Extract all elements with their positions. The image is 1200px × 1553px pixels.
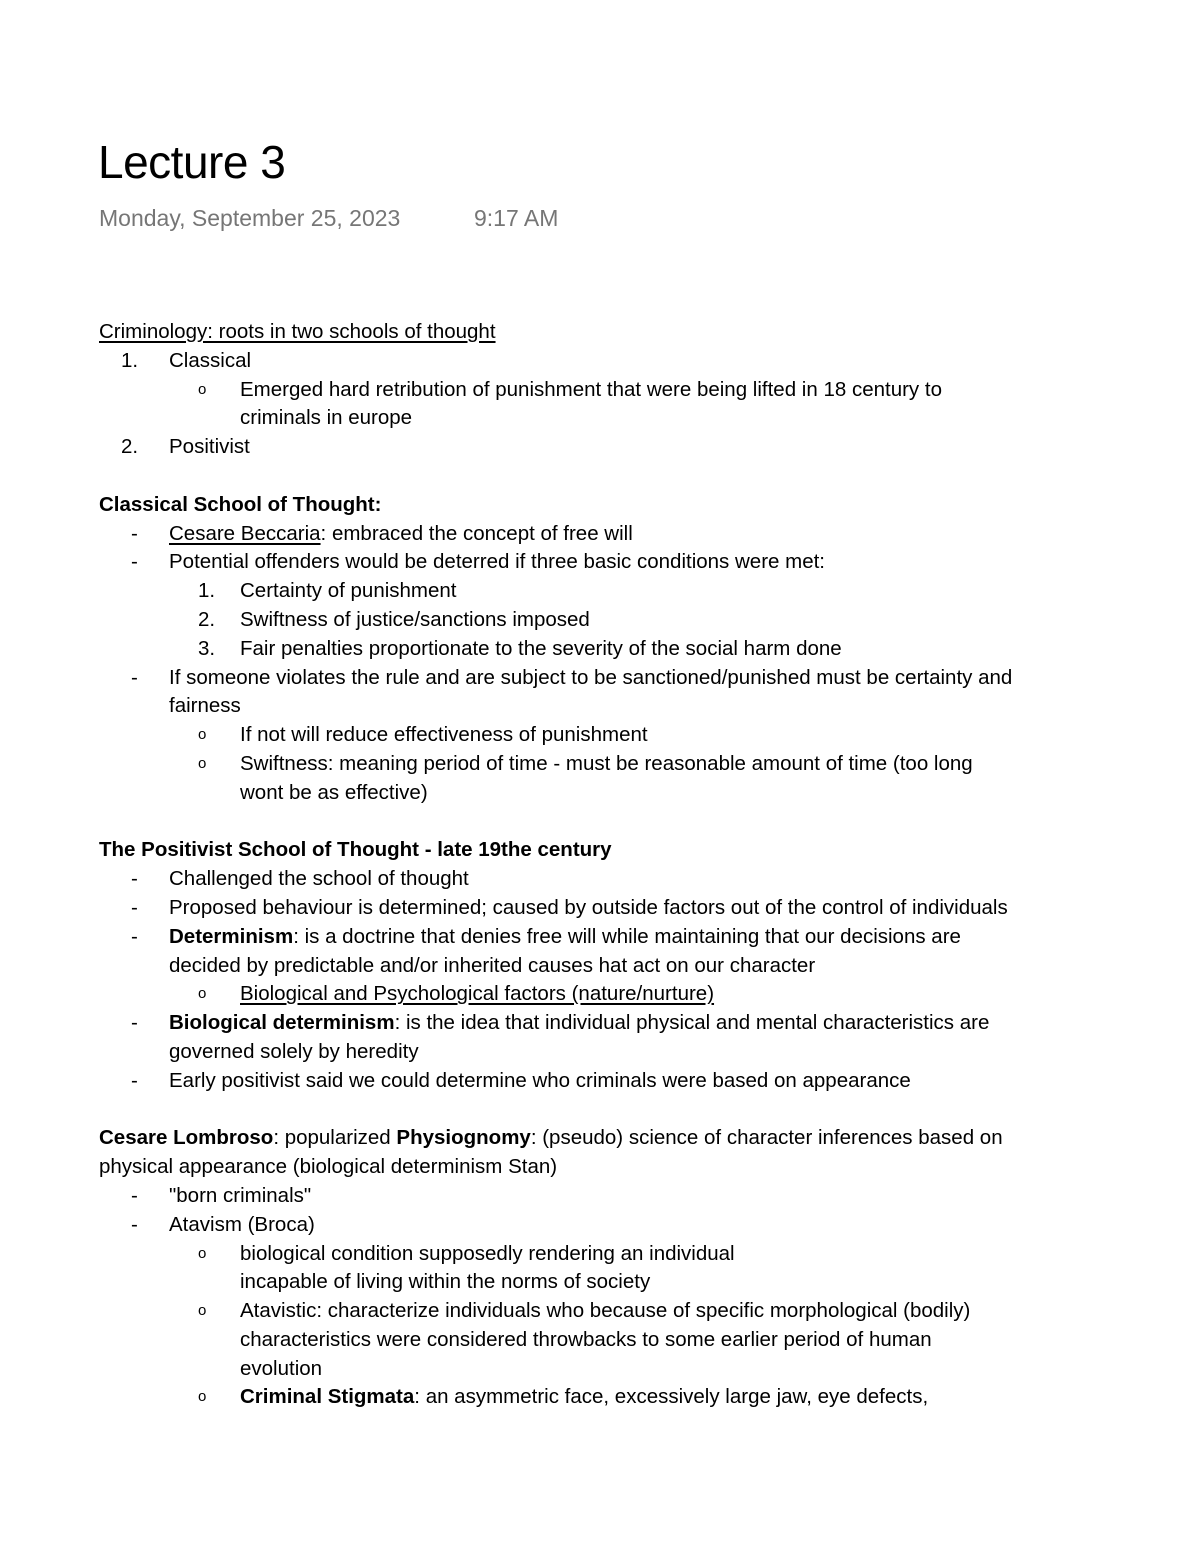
circle-bullet-icon: o bbox=[198, 1244, 207, 1262]
dash-bullet-icon: - bbox=[131, 867, 138, 891]
list-number: 3. bbox=[198, 636, 216, 660]
circle-bullet-icon: o bbox=[198, 380, 207, 398]
term-criminal-stigmata: Criminal Stigmata bbox=[240, 1385, 415, 1409]
list-number: 1. bbox=[121, 348, 139, 372]
list-item: - Biological determinism: is the idea that individual physical and mental characteristics are governed solely by heredity bbox=[131, 1011, 990, 1063]
list-item: 2. Swiftness of justice/sanctions imposed bbox=[99, 606, 1019, 635]
circle-bullet-icon: o bbox=[198, 985, 207, 1003]
list-number: 1. bbox=[198, 579, 216, 603]
list-item: - Cesare Beccaria: embraced the concept of free will bbox=[99, 520, 1019, 549]
dash-bullet-icon: - bbox=[131, 1183, 138, 1207]
dash-bullet-icon: - bbox=[131, 521, 138, 545]
dash-bullet-icon: - bbox=[131, 924, 138, 948]
list-item: o Swiftness: meaning period of time - must be reasonable amount of time (too long wont be as effective) bbox=[198, 751, 973, 804]
circle-bullet-icon: o bbox=[198, 754, 207, 772]
dash-bullet-icon: - bbox=[131, 1068, 138, 1092]
circle-bullet-icon: o bbox=[198, 726, 207, 744]
list-item: - Atavism (Broca) bbox=[99, 1211, 1019, 1240]
page-title: Lecture 3 bbox=[98, 136, 286, 188]
section-heading-criminology: Criminology: roots in two schools of thought bbox=[99, 320, 496, 343]
list-item: 3. Fair penalties proportionate to the severity of the social harm done bbox=[99, 635, 1019, 664]
list-item: - If someone violates the rule and are subject to be sanctioned/punished must be certainty and fairness bbox=[131, 665, 1013, 718]
list-item: 1. Classical bbox=[99, 347, 1019, 376]
dash-bullet-icon: - bbox=[131, 895, 138, 919]
paragraph-lombroso: Cesare Lombroso: popularized Physiognomy: (pseudo) science of character inferences based on physical appearance (biological determinism Stan) bbox=[99, 1126, 1003, 1179]
list-number: 2. bbox=[121, 435, 139, 459]
list-item: o biological condition supposedly rendering an individual incapable of living within the norms of society bbox=[198, 1241, 735, 1294]
section-heading-classical: Classical School of Thought: bbox=[99, 492, 382, 516]
list-item: 2. Positivist bbox=[99, 433, 1019, 462]
list-item: - Proposed behaviour is determined; caused by outside factors out of the control of individuals bbox=[99, 894, 1019, 923]
list-item: 1. Certainty of punishment bbox=[99, 577, 1019, 606]
list-item: - Early positivist said we could determine who criminals were based on appearance bbox=[99, 1067, 1019, 1096]
dash-bullet-icon: - bbox=[131, 1011, 138, 1035]
list-number: 2. bbox=[198, 607, 216, 631]
dash-bullet-icon: - bbox=[131, 665, 138, 689]
list-item: o Emerged hard retribution of punishment that were being lifted in 18 century to criminals in europe bbox=[198, 377, 942, 430]
term-determinism: Determinism bbox=[169, 924, 294, 948]
note-date: Monday, September 25, 2023 bbox=[99, 205, 401, 231]
dash-bullet-icon: - bbox=[131, 1212, 138, 1236]
list-item: - "born criminals" bbox=[99, 1182, 1019, 1211]
note-body bbox=[99, 318, 1019, 1412]
list-item: o Criminal Stigmata: an asymmetric face, excessively large jaw, eye defects, bbox=[99, 1383, 1019, 1412]
section-heading-positivist: The Positivist School of Thought - late 19the century bbox=[99, 838, 612, 862]
term-beccaria: Cesare Beccaria bbox=[169, 521, 321, 545]
term-biological-determinism: Biological determinism bbox=[169, 1011, 395, 1035]
list-item: o If not will reduce effectiveness of punishment bbox=[99, 721, 1019, 750]
list-item: - Potential offenders would be deterred if three basic conditions were met: bbox=[99, 548, 1019, 577]
list-item: - Determinism: is a doctrine that denies free will while maintaining that our decisions are decided by predictable and/or inherited causes hat act on our character bbox=[131, 924, 961, 977]
note-timestamp bbox=[99, 202, 559, 234]
list-item: o Biological and Psychological factors (nature/nurture) bbox=[99, 980, 1019, 1009]
list-item: - Challenged the school of thought bbox=[99, 865, 1019, 894]
list-item: o Atavistic: characterize individuals who because of specific morphological (bodily) characteristics were considered throwbacks to some earlier period of human evolution bbox=[198, 1299, 971, 1380]
circle-bullet-icon: o bbox=[198, 1388, 207, 1406]
circle-bullet-icon: o bbox=[198, 1302, 207, 1320]
dash-bullet-icon: - bbox=[131, 550, 138, 574]
note-time: 9:17 AM bbox=[474, 205, 559, 231]
